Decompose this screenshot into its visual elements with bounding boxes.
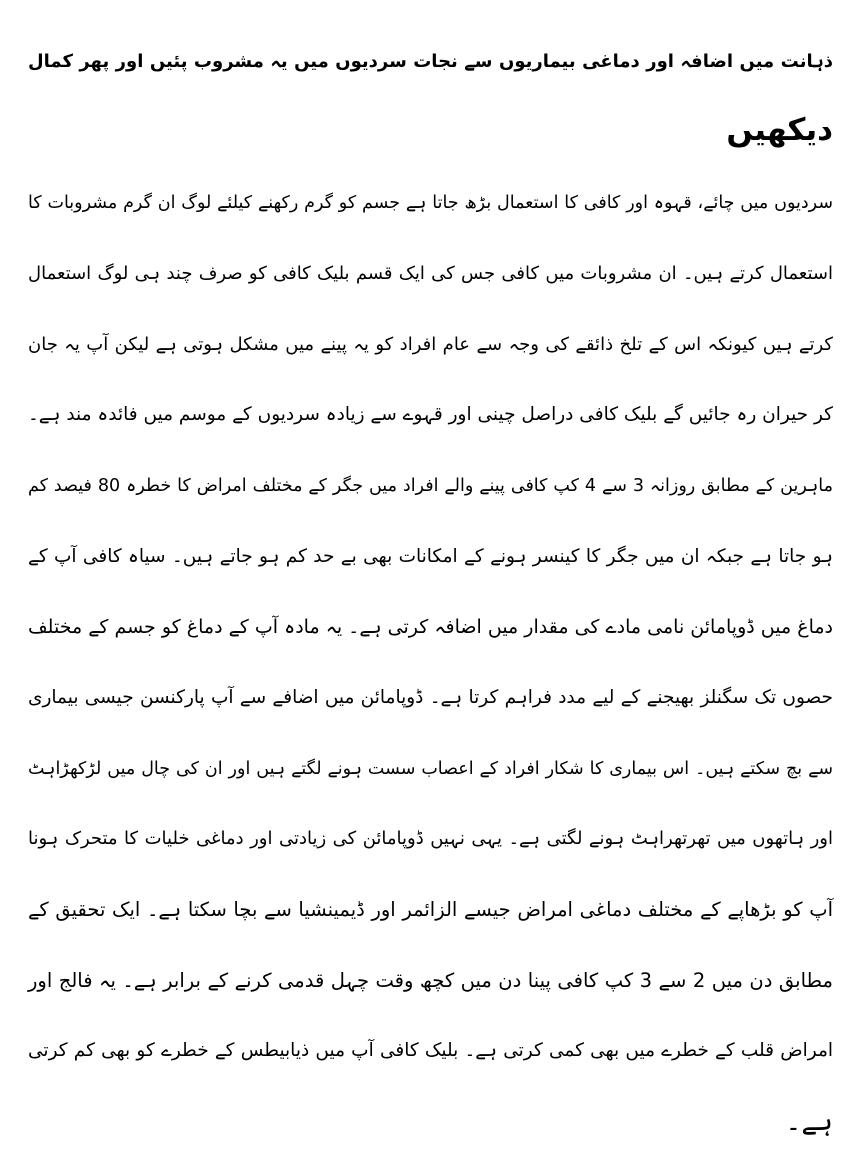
- article-title-line-1: ذہانت میں اضافہ اور دماغی بیماریوں سے نجات سردیوں میں یہ مشروب پئیں اور پھر کمال: [28, 51, 833, 72]
- article-paragraph-line: ہے۔: [785, 1106, 833, 1137]
- article-paragraph-line: استعمال کرتے ہیں۔ ان مشروبات میں کافی جس کی ایک قسم بلیک کافی کو صرف چند ہی لوگ استعمال: [28, 263, 833, 284]
- article-paragraph-line: ماہرین کے مطابق روزانہ 3 سے 4 کپ کافی پینے والے افراد میں جگر کے مختلف امراض کا خطرہ 80 فیصد کم: [28, 476, 833, 496]
- article-paragraph-line: دماغ میں ڈوپامائن نامی مادے کی مقدار میں اضافہ کرتی ہے۔ یہ مادہ آپ کے دماغ کو جسم کے مختلف: [28, 616, 833, 638]
- article-paragraph-line: سردیوں میں چائے، قہوہ اور کافی کا استعمال بڑھ جاتا ہے جسم کو گرم رکھنے کیلئے لوگ ان گرم مشروبات کا: [28, 193, 833, 213]
- article-title-line-2: دیکھیں: [726, 112, 833, 148]
- article-paragraph-line: مطابق دن میں 2 سے 3 کپ کافی پینا دن میں کچھ وقت چہل قدمی کرنے کے برابر ہے۔ یہ فالج اور: [28, 969, 833, 992]
- article-paragraph-line: اور ہاتھوں میں تھرتھراہٹ ہونے لگتی ہے۔ یہی نہیں ڈوپامائن کی زیادتی اور دماغی خلیات کا متحرک ہونا: [28, 828, 833, 849]
- article-paragraph-line: کرتے ہیں کیونکہ اس کے تلخ ذائقے کی وجہ سے عام افراد کو یہ پینے میں مشکل ہوتی ہے لیکن آپ یہ جان: [28, 334, 833, 355]
- article-paragraph-line: حصوں تک سگنلز بھیجنے کے لیے مدد فراہم کرتا ہے۔ ڈوپامائن میں اضافے سے آپ پارکنسن جیسی بیماری: [28, 687, 833, 708]
- article-paragraph-line: امراض قلب کے خطرے میں بھی کمی کرتی ہے۔ بلیک کافی آپ میں ذیابیطس کے خطرے کو بھی کم کرتی: [28, 1040, 833, 1061]
- article-paragraph-line: کر حیران رہ جائیں گے بلیک کافی دراصل چینی اور قہوے سے زیادہ سردیوں کے موسم میں فائدہ مند ہے۔: [27, 404, 833, 425]
- article-paragraph-line: ہو جاتا ہے جبکہ ان میں جگر کا کینسر ہونے کے امکانات بھی بے حد کم ہو جاتے ہیں۔ سیاہ کافی آپ کے: [28, 546, 833, 567]
- article-paragraph-line: سے بچ سکتے ہیں۔ اس بیماری کا شکار افراد کے اعصاب سست ہونے لگتے ہیں اور ان کی چال میں لڑکھڑاہٹ: [28, 759, 833, 779]
- article-paragraph-line: آپ کو بڑھاپے کے مختلف دماغی امراض جیسے الزائمر اور ڈیمینشیا سے بچا سکتا ہے۔ ایک تحقیق کے: [28, 898, 833, 921]
